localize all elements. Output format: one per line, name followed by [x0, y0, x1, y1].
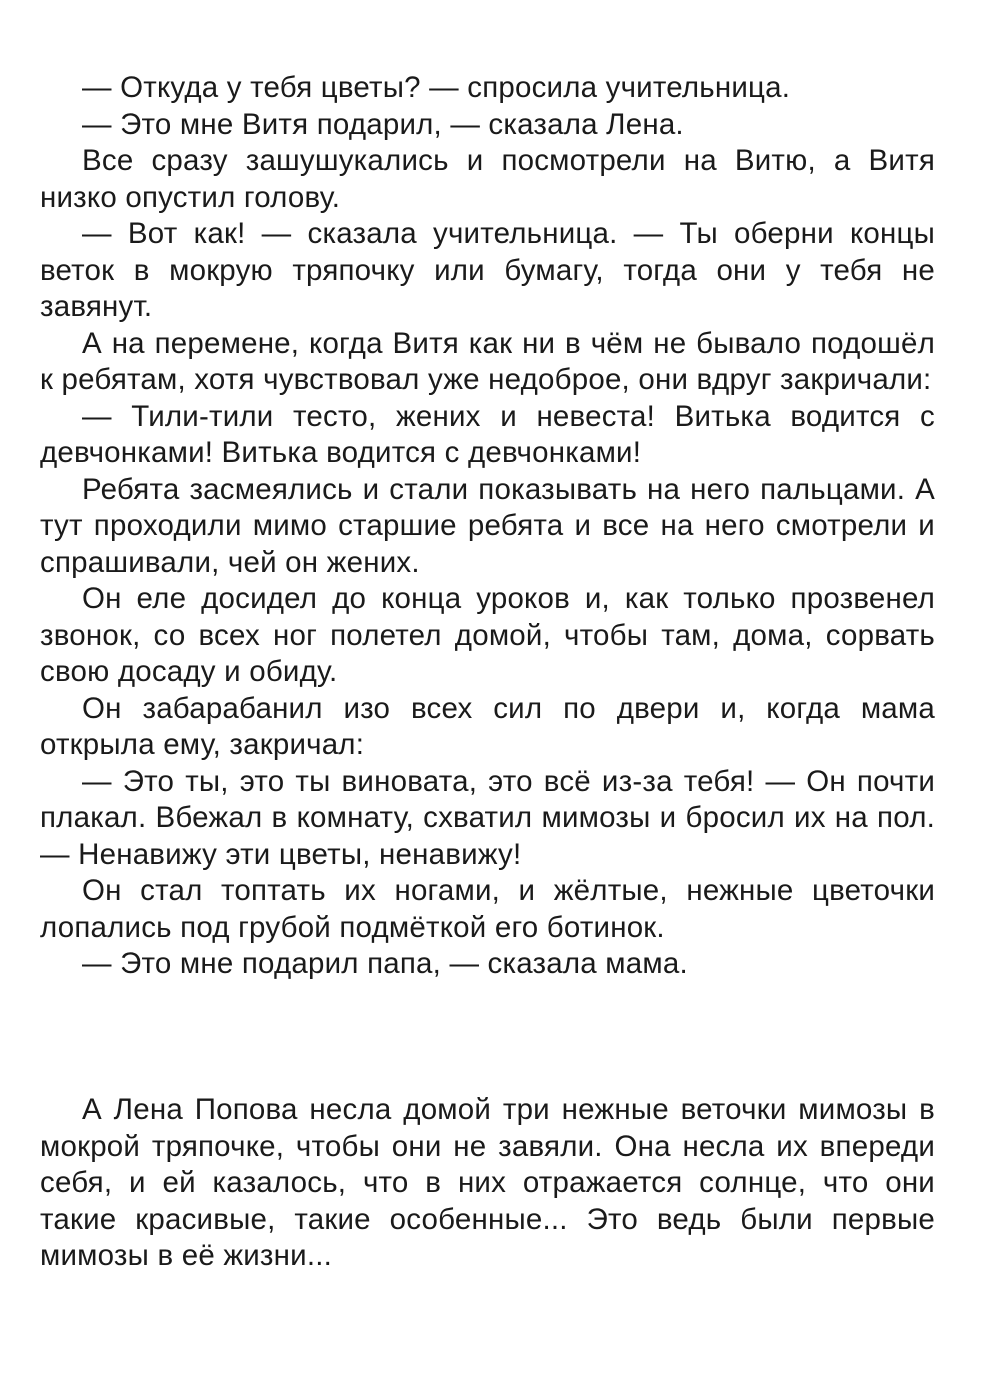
paragraph: — Это ты, это ты виновата, это всё из-за тебя! — Он почти плакал. Вбежал в комнату, схватил мимозы и бросил их на пол. — Ненавижу эти цветы, ненавижу! [40, 764, 935, 871]
story-section-1 [40, 70, 935, 983]
paragraph: Ребята засмеялись и стали показывать на него пальцами. А тут проходили мимо старшие ребята и все на него смотрели и спрашивали, чей он жених. [40, 472, 935, 579]
paragraph: А Лена Попова несла домой три нежные веточки мимозы в мокрой тряпочке, чтобы они не завяли. Она несла их впереди себя, и ей казалось, что в них отражается солнце, что они такие красивые, такие особенные... Это ведь были первые мимозы в её жизни... [40, 1093, 935, 1272]
paragraph: — Вот как! — сказала учительница. — Ты оберни концы веток в мокрую тряпочку или бумагу, тогда они у тебя не завянут. [40, 217, 935, 323]
paragraph: Он еле досидел до конца уроков и, как только прозвенел звонок, со всех ног полетел домой, чтобы там, дома, сорвать свою досаду и обиду. [40, 582, 935, 688]
paragraph: — Откуда у тебя цветы? — спросила учительница. [82, 71, 791, 104]
paragraph: Он стал топтать их ногами, и жёлтые, нежные цветочки лопались под грубой подмёткой его ботинок. [40, 874, 935, 944]
paragraph: — Тили-тили тесто, жених и невеста! Витька водится с девчонками! Витька водится с девчонками! [40, 399, 935, 469]
paragraph: — Это мне подарил папа, — сказала мама. [82, 947, 688, 980]
story-section-2 [40, 1092, 935, 1275]
paragraph: Все сразу зашушукались и посмотрели на Витю, а Витя низко опустил голову. [40, 144, 935, 214]
paragraph: А на перемене, когда Витя как ни в чём не бывало подошёл к ребятам, хотя чувствовал уже недоброе, они вдруг закричали: [40, 326, 935, 396]
paragraph: Он забарабанил изо всех сил по двери и, когда мама открыла ему, закричал: [40, 691, 935, 761]
paragraph: — Это мне Витя подарил, — сказала Лена. [82, 107, 684, 141]
